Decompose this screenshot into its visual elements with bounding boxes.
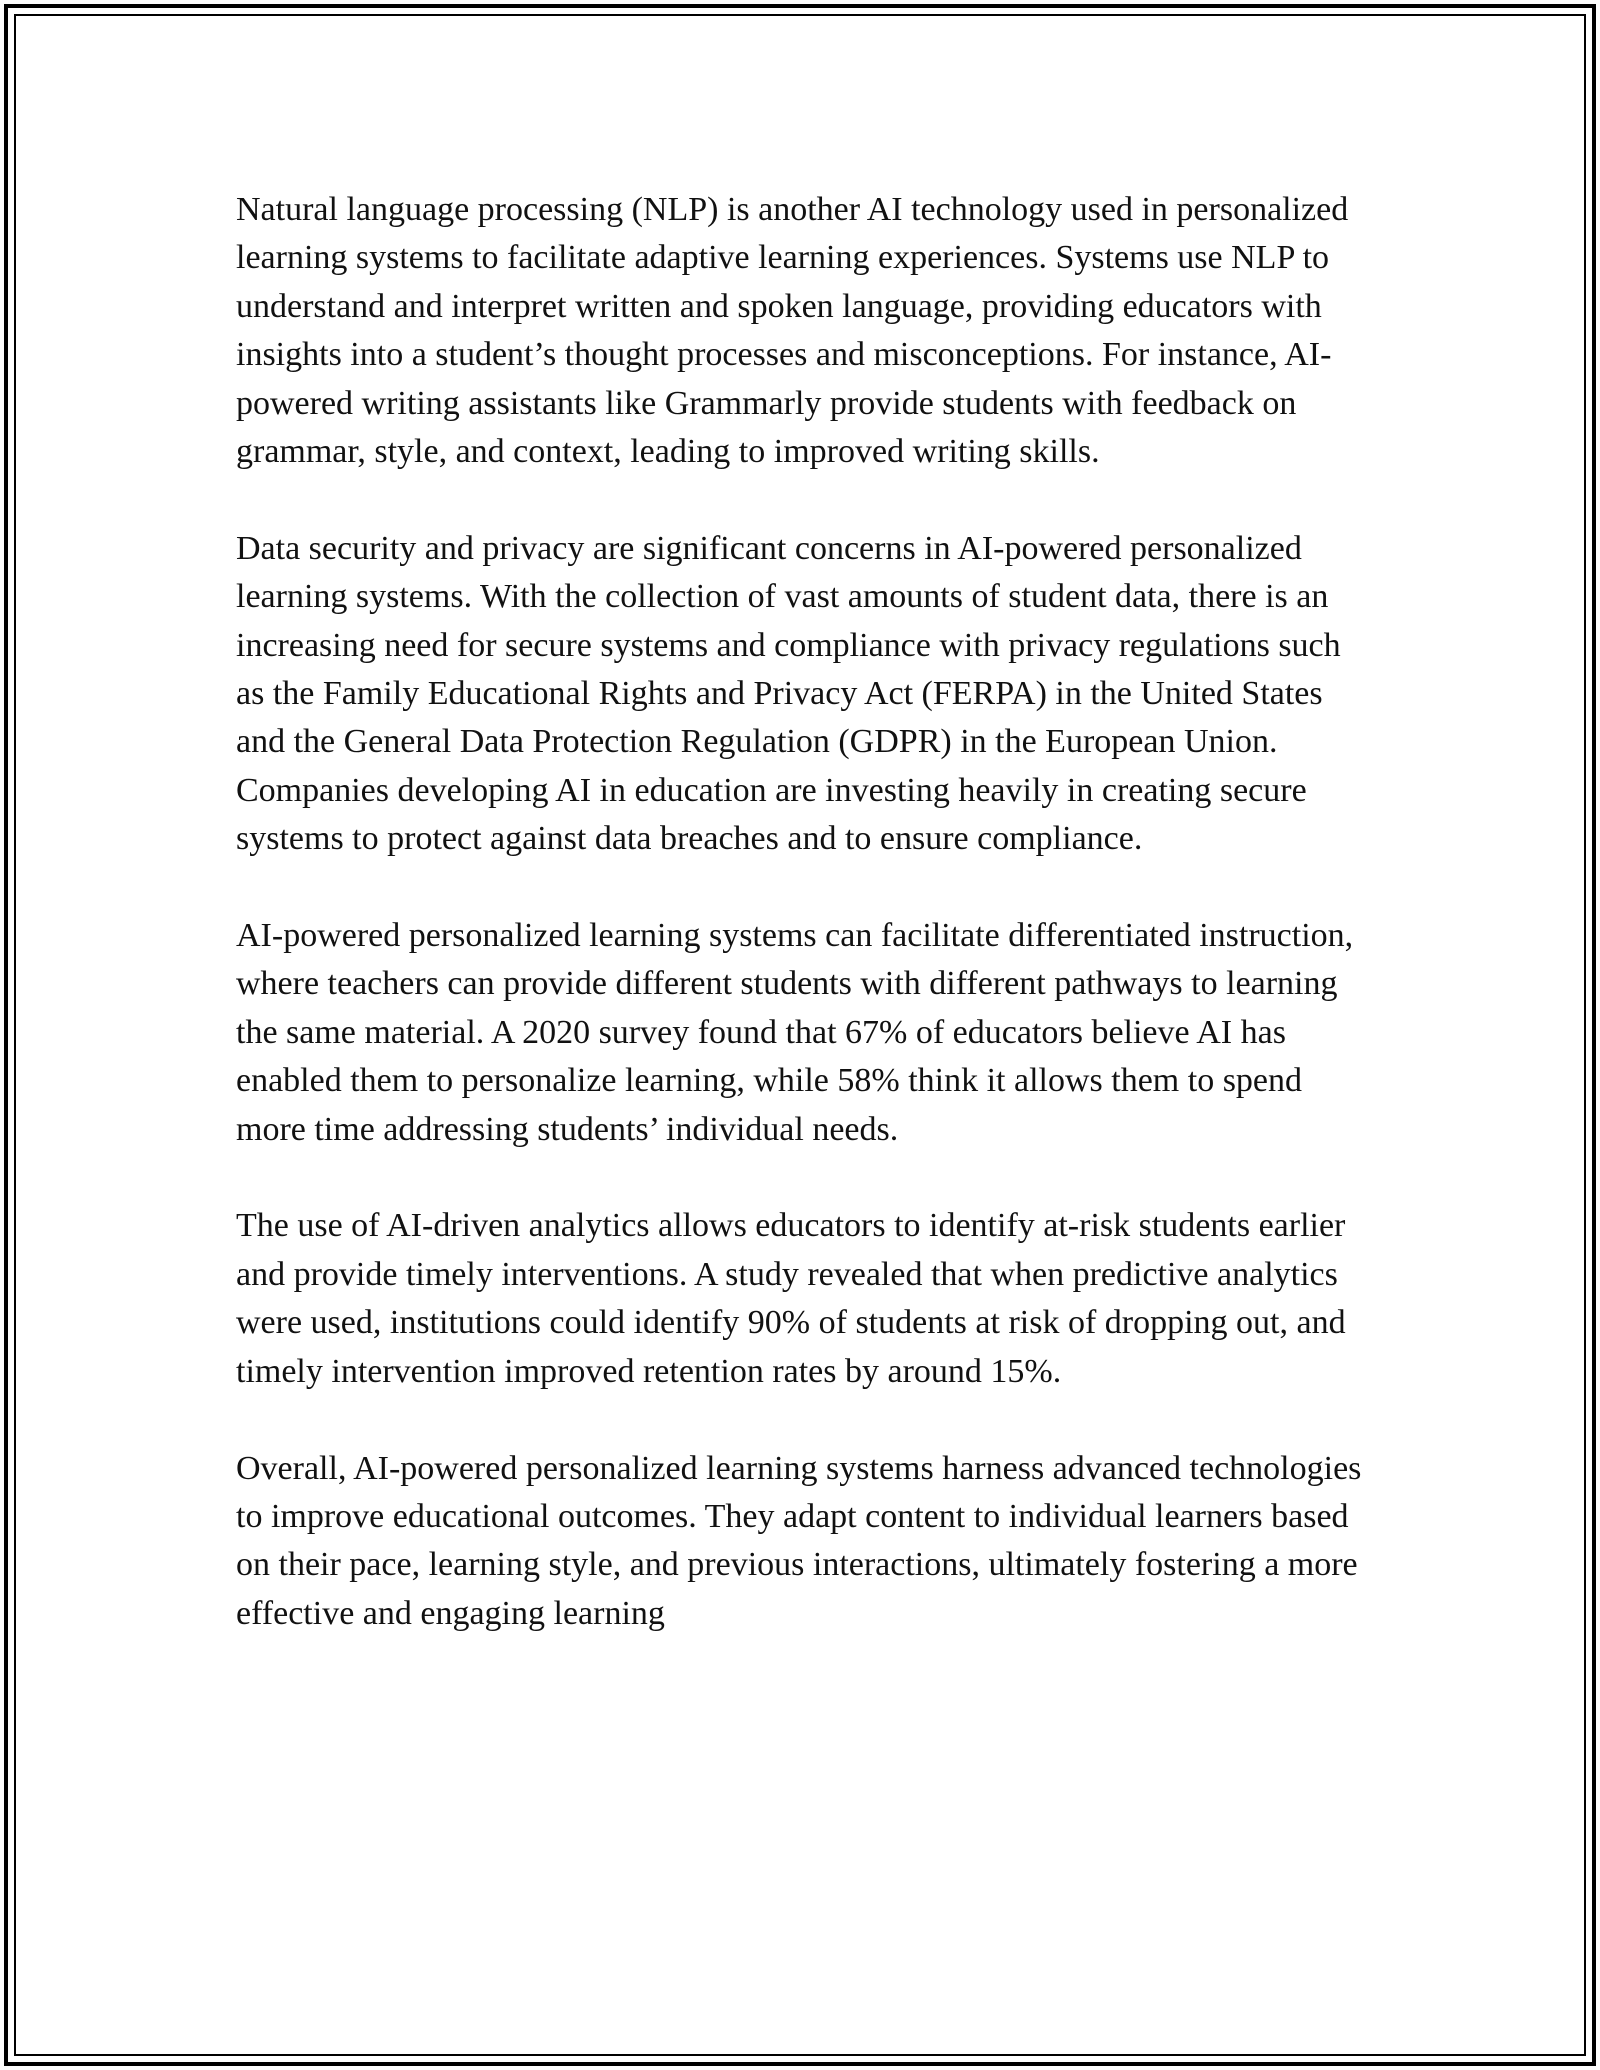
paragraph-nlp: Natural language processing (NLP) is another AI technology used in personalized learning systems to facilitate adaptive learning experiences. Systems use NLP to understand and interpret written and spoken language, providing educators with insights into a student’s thought processes and misconceptions. For instance, AI-powered writing assistants like Grammarly provide students with feedback on grammar, style, and context, leading to improved writing skills. (236, 191, 1349, 471)
document-body (236, 186, 1376, 1687)
paragraph-data-security: Data security and privacy are significant concerns in AI-powered personalized learning systems. With the collection of vast amounts of student data, there is an increasing need for secure systems and compliance with privacy regulations such as the Family Educational Rights and Privacy Act (FERPA) in the United States and the General Data Protection Regulation (GDPR) in the European Union. Companies developing AI in education are investing heavily in creating secure systems to protect against data breaches and to ensure compliance. (236, 529, 1341, 858)
paragraph-analytics: The use of AI-driven analytics allows educators to identify at-risk students earlier and provide timely interventions. A study revealed that when predictive analytics were used, institutions could identify 90% of students at risk of dropping out, and timely intervention improved retention rates by around 15%. (236, 1207, 1346, 1390)
paragraph-differentiated-instruction: AI-powered personalized learning systems can facilitate differentiated instruction, where teachers can provide different students with different pathways to learning the same material. A 2020 survey found that 67% of educators believe AI has enabled them to personalize learning, while 58% think it allows them to spend more time addressing students’ individual needs. (236, 917, 1354, 1148)
paragraph-overall: Overall, AI-powered personalized learning systems harness advanced technologies to improve educational outcomes. They adapt content to individual learners based on their pace, learning style, and previous interactions, ultimately fostering a more effective and engaging learning (236, 1449, 1362, 1632)
